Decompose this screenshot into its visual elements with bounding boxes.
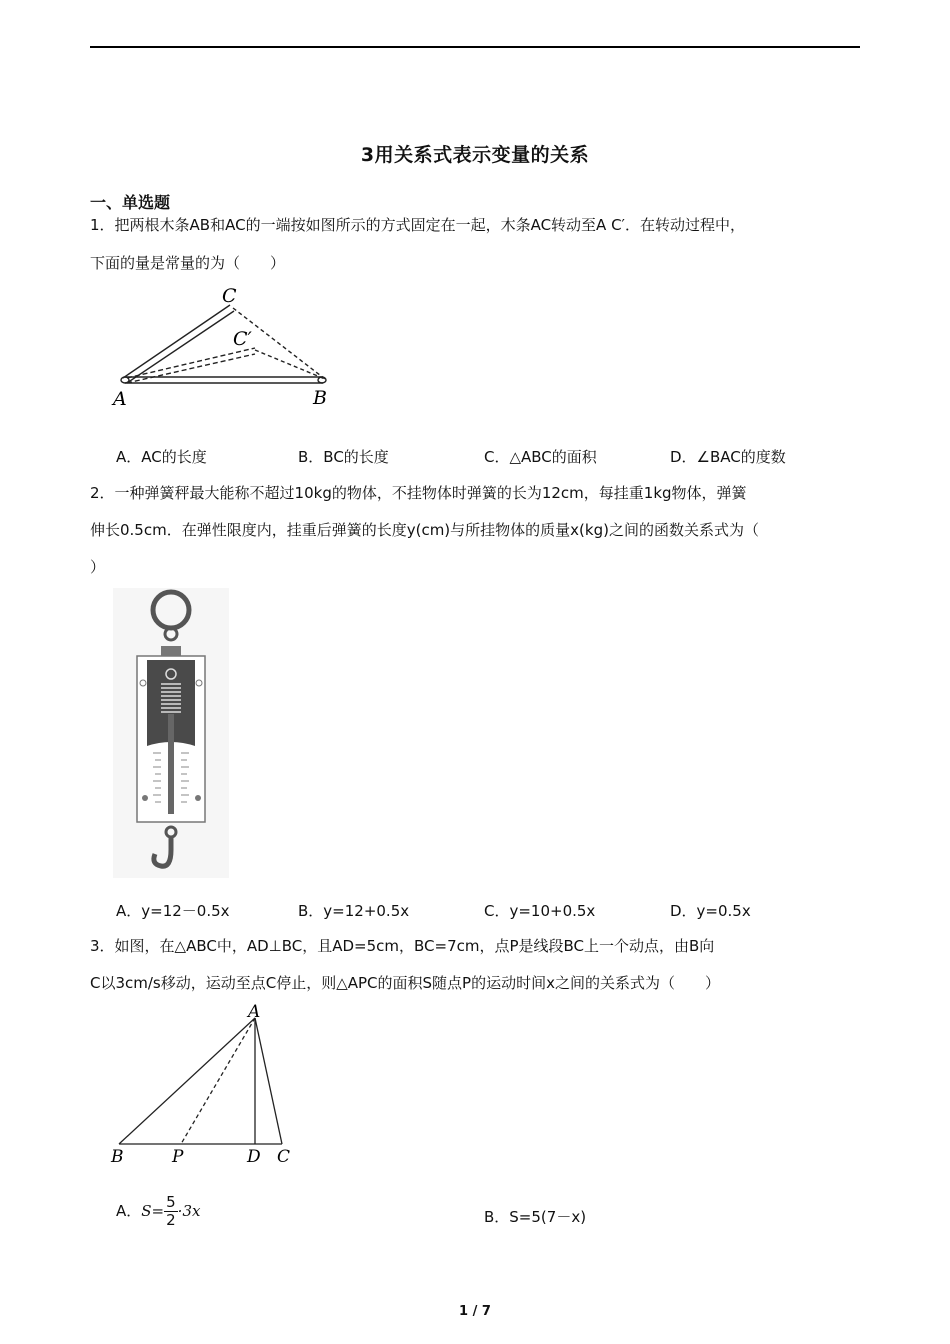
q1-option-a[interactable]: A．AC的长度 — [116, 448, 207, 466]
label-c: C — [222, 285, 237, 307]
q1-text-line1: 1．把两根木条AB和AC的一端按如图所示的方式固定在一起，木条AC转动至A C′．在转动过程中， — [90, 216, 745, 234]
q1-text-line2: 下面的量是常量的为（ ） — [90, 254, 286, 272]
label-b: B — [313, 387, 327, 409]
q3-option-a-prefix: A． — [116, 1202, 142, 1220]
label-cp: C′ — [233, 328, 252, 350]
q2-option-a[interactable]: A．y=12－0.5x — [116, 902, 230, 920]
q2-spring-scale-figure — [113, 588, 229, 878]
pivot-a — [121, 377, 129, 383]
q2-option-d[interactable]: D．y=0.5x — [670, 902, 751, 920]
q3-text-line1: 3．如图，在△ABC中，AD⊥BC，且AD=5cm，BC=7cm，点P是线段BC上一个动点，由B向 — [90, 937, 715, 955]
label-a: A — [248, 1002, 261, 1022]
side-ac — [255, 1018, 282, 1144]
q1-figure — [105, 282, 345, 410]
q2-text-line1: 2．一种弹簧秤最大能称不超过10kg的物体，不挂物体时弹簧的长为12cm，每挂重1kg物体，弹簧 — [90, 484, 747, 502]
q3-option-a-fraction — [164, 1194, 178, 1229]
side-ab — [119, 1018, 255, 1144]
q3-text-line2: C以3cm/s移动，运动至点C停止，则△APC的面积S随点P的运动时间x之间的关系式为（ ） — [90, 974, 720, 992]
label-p: P — [172, 1147, 184, 1167]
q1-option-c[interactable]: C．△ABC的面积 — [484, 448, 597, 466]
q3-triangle-figure — [105, 1002, 305, 1168]
label-c: C — [277, 1147, 291, 1167]
q3-option-b[interactable]: B．S=5(7－x) — [484, 1208, 587, 1226]
section-heading: 一、单选题 — [90, 193, 171, 212]
fraction-denominator: 2 — [166, 1211, 176, 1229]
q1-option-b[interactable]: B．BC的长度 — [298, 448, 389, 466]
segment-ap — [181, 1018, 255, 1144]
label-b: B — [111, 1147, 124, 1167]
page-title: 3用关系式表示变量的关系 — [360, 144, 590, 166]
q3-option-a-lhs: S= — [141, 1202, 165, 1220]
q1-option-d[interactable]: D．∠BAC的度数 — [670, 448, 786, 466]
fraction-numerator: 5 — [166, 1193, 176, 1211]
q2-option-b[interactable]: B．y=12+0.5x — [298, 902, 410, 920]
page-number: 1 / 7 — [459, 1304, 491, 1319]
bar-ac-bottom — [127, 311, 234, 383]
label-a: A — [113, 388, 127, 410]
q3-option-a[interactable] — [116, 1194, 200, 1229]
segment-cpb — [255, 350, 325, 379]
bar-acp-bottom — [127, 354, 255, 383]
q2-text-line3: ） — [90, 558, 106, 576]
q2-text-line2: 伸长0.5cm．在弹性限度内，挂重后弹簧的长度y(cm)与所挂物体的质量x(kg)之间的函数关系式为（ — [90, 521, 759, 539]
label-d: D — [247, 1147, 261, 1167]
q3-option-a-rhs: ·3x — [177, 1202, 201, 1220]
header-rule — [90, 46, 860, 48]
q2-option-c[interactable]: C．y=10+0.5x — [484, 902, 596, 920]
